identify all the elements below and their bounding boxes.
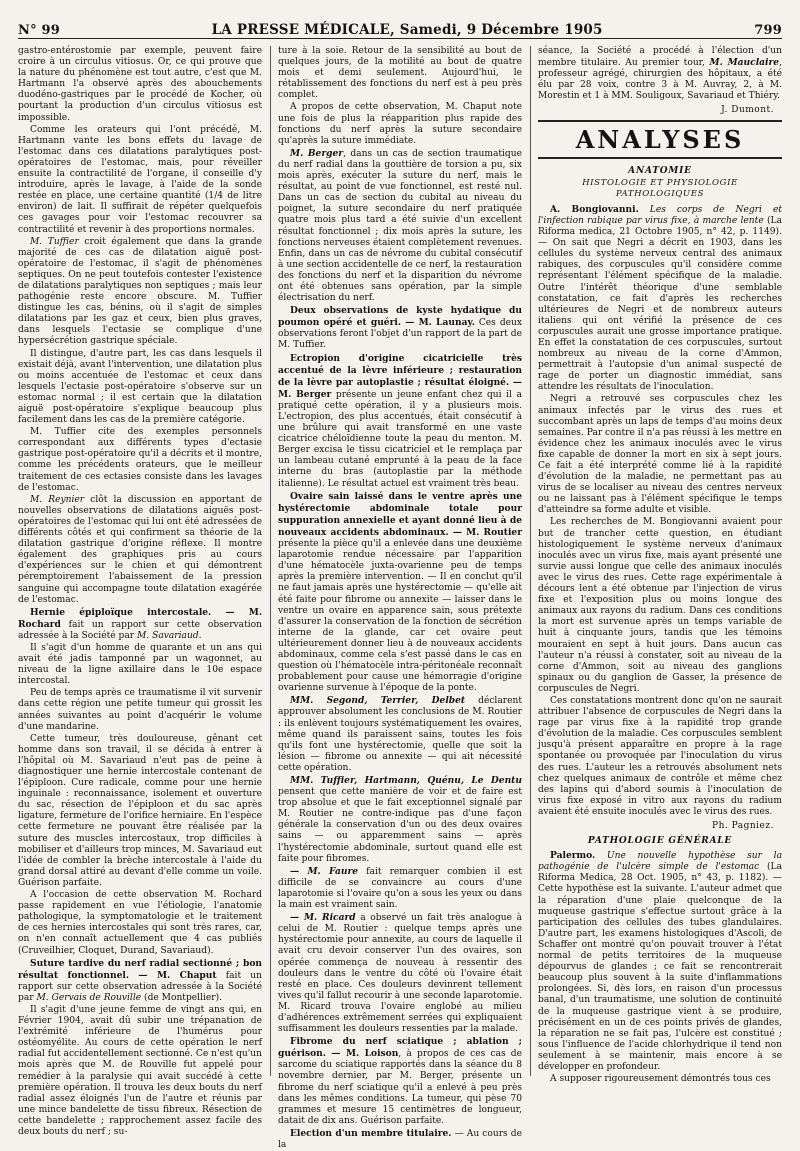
- paragraph: [18, 237, 262, 348]
- speaker-names: MM. Tuffier, Hartmann, Quénu, Le Dentu: [290, 775, 522, 786]
- paragraph-text: séance, la Société a procédé à l'élection d'un membre titulaire. Au premier tour,: [538, 46, 782, 69]
- paragraph: Les recherches de M. Bongiovanni avaient pour but de trancher cette question, en étudiant histologiquement le système nerveux d'animaux inoculés avec un virus fixe, mais ayant présenté une survie aussi longue que celle des animaux inoculés avec le virus des rues. Cette rage expérimentale à décours lent a été obtenue par l'injection de virus fixe et l'exposition plus ou moins longue des animaux aux rayons du radium. Dans ces conditions la mort est survenue après un temps variable de huit à cinquante jours, tandis que les témoins mouraient en sept à huit jours. Dans aucun cas l'auteur n'a réussi à constater, soit au niveau de la corne d'Ammon, soit au niveau des ganglions spinaux ou du ganglion de Gasser, la présence de corpuscules de Negri.: [538, 517, 782, 694]
- paragraph: Il distingue, d'autre part, les cas dans lesquels il existait déjà, avant l'intervention, une dilatation plus ou moins accentuée de l'estomac et ceux dans lesquels l'ectasie post-opératoire s'observe sur un estomac normal ; il est certain que la dilatation aiguë post-opératoire s'explique beaucoup plus facilement dans les cas de la première catégorie.: [18, 348, 262, 426]
- speaker-name: — M. Faure: [290, 865, 359, 877]
- abstract-reference: (La Riforma medica, 21 Octobre 1905, n° 42, p. 1149). —: [538, 215, 782, 249]
- rubric-subheading: HISTOLOGIE ET PHYSIOLOGIE PATHOLOGIQUES: [582, 177, 738, 199]
- paragraph-text: déclarent approuver absolument les conclusions de M. Routier : ils enlèvent toujours systématiquement les ovaires, même quand ils paraissent sains, toutes les fois qu'ils font une hystérectomie, quelle que soit la lésion — fibrome ou annexite — qui ait nécessité cette opération.: [278, 696, 522, 773]
- section-heading: Ectropion d'origine cicatricielle très accentué de la lèvre inférieure ; restauration de la lèvre par autoplastie ; résultat éloigné. — M. Berger: [278, 352, 522, 400]
- paragraph: [18, 607, 262, 642]
- paragraph-text: croit également que dans la grande majorité de ces cas de dilatation aiguë post-opératoire de l'estomac, il s'agit de phénomènes septiques. On ne peut toutefois contester l'existence de dilatations paralytiques non septiques ; mais leur pathogénie reste encore obscure. M. Tuffier distingue les cas, bénins, où il s'agit de simples dilatations par les gaz et ceux, bien plus graves, dans lesquels l'ectasie se complique d'une hypersécrétion gastrique spéciale.: [18, 236, 262, 347]
- abstract-reference: (La Riforma Medica, 28 Oct. 1905, n° 43, p. 1182). —: [538, 862, 782, 884]
- column-3: [538, 46, 782, 1085]
- column-1: [18, 46, 263, 1137]
- journal-title: LA PRESSE MÉDICALE, Samedi, 9 Décembre 1905: [211, 22, 603, 38]
- rubric-heading: PATHOLOGIE GÉNÉRALE: [587, 836, 733, 847]
- abstract-author: Palermo.: [550, 850, 596, 862]
- paragraph: [278, 1128, 522, 1151]
- abstract-paragraph: [538, 204, 782, 394]
- section-heading: Suture tardive du nerf radial sectionné ; bon résultat fonctionnel. — M. Chaput: [18, 957, 262, 981]
- paragraph: [278, 866, 522, 911]
- paragraph: ture à la soie. Retour de la sensibilité au bout de quelques jours, de la motilité au bout de quatre mois et demi seulement. Aujourd'hui, le rétablissement des fonctions du nerf est à peu près complet.: [278, 46, 522, 101]
- section-heading: Fibrome du nerf sciatique ; ablation ; guérison. — M. Loison: [278, 1036, 522, 1060]
- paragraph-text: , à propos de ces cas de sarcome du sciatique rapportés dans la séance du 8 novembre dernier, par M. Berger, présente un fibrome du nerf sciatique qu'il a enlevé à peu près dans les mêmes conditions. La tumeur, qui pèse 70 grammes et mesure 15 centimètres de longueur, datait de dix ans. Guérison parfaite.: [278, 1049, 523, 1126]
- paragraph: [278, 1036, 522, 1127]
- section-heading: Deux observations de kyste hydatique du poumon opéré et guéri. — M. Launay.: [278, 305, 522, 329]
- paragraph: [278, 695, 522, 774]
- speaker-name: M. Gervais de Rouville: [36, 992, 142, 1003]
- paragraph: [278, 491, 522, 695]
- article-columns: [18, 46, 782, 1150]
- paragraph-text: fait un rapport sur cette observation adressée à la Société par: [18, 619, 262, 641]
- paragraph: Negri a retrouvé ses corpuscules chez les animaux infectés par le virus des rues et succombant après un laps de temps d'au moins deux semaines. Par contre il n'a pas réussi à les mettre en évidence chez les animaux inoculés avec le virus fixe capable de donner la mort en six à sept jours. Ce fait a été interprété comme lié à la rapidité d'évolution de la maladie, ne permettant pas au virus de se localiser au niveau des centres nerveux ou ne laissant pas à l'élément spécifique le temps d'atteindre sa forme adulte et visible.: [538, 394, 782, 516]
- speaker-name: M. Berger: [290, 147, 344, 159]
- page-header: [18, 14, 782, 39]
- section-heading: Ovaire sain laissé dans le ventre après une hystérectomie abdominale totale pour suppuration annexielle et ayant donné lieu à de nouveaux accidents abdominaux. — M. Routier: [278, 490, 522, 538]
- paragraph-text: pensent que cette manière de voir et de faire est trop absolue et que le fait exceptionnel signalé par M. Routier ne contre-indique pas d'une façon générale la conservation d'un ou des deux ovaires sains — ou apparemment sains — après l'hystérectomie abdominale, surtout quand elle est faite pour fibromes.: [278, 787, 522, 864]
- paragraph: Peu de temps après ce traumatisme il vit survenir dans cette région une petite tumeur qui grossit les années suivantes au point d'acquérir le volume d'une mandarine.: [18, 688, 262, 732]
- paragraph-text: Cette hypothèse est la suivante. L'auteur admet que la réparation d'une plaie quelconque de la muqueuse gastrique s'effectue surtout grâce à la participation des cellules des tubes glandulaires. D'autre part, les examens histologiques d'Ascoli, de Schaffer ont montré qu'on pouvait trouver à l'état normal de petits territoires de la muqueuse dépourvus de glandes ; ce fait se rencontrerait beaucoup plus souvent à la suite d'inflammations prolongées. Si, dès lors, en raison d'un processus banal, d'un traumatisme, une solution de continuité de la muqueuse gastrique vient à se produire, précisément en un de ces points privés de glandes, la réparation ne se fait pas, l'ulcère est constitué ; sous l'influence de l'acide chlorhydrique il tend non seulement à se maintenir, mais encore à se développer en profondeur.: [538, 884, 782, 1072]
- speaker-name: — M. Ricard: [290, 912, 356, 924]
- paragraph: Il s'agit d'une jeune femme de vingt ans qui, en Février 1904, avait dû subir une trépanation de l'extrémité inférieure de l'humérus pour ostéomyélite. Au cours de cette opération le nerf radial fut accidentellement sectionné. Ce n'est qu'un mois après que M. de Rouville fut appelé pour remédier à la paralysie qui avait succédé à cette première opération. Il trouva les deux bouts du nerf radial assez éloignés l'un de l'autre et réunis par une mince bandelette de tissu fibreux. Résection de cette bandelette ; rapprochement assez facile des deux bouts du nerf ; su-: [18, 1004, 262, 1137]
- paragraph-text: , dans un cas de section traumatique du nerf radial dans la gouttière de torsion a pu, six mois après, exécuter la suture du nerf, mais le résultat, au point de vue fonctionnel, est resté nul. Dans un cas de section du cubital au niveau du poignet, la suture secondaire du nerf pratiquée quatre mois plus tard a été suivie d'un excellent résultat fonctionnel ; dix mois après la suture, les fonctions nerveuses étaient complètement revenues. Enfin, dans un cas de névrome du cubital consécutif à une section accidentelle de ce nerf, la restauration des fonctions du nerf et la disparition du névrome ont été obtenues sans opération, par la simple électrisation du nerf.: [278, 148, 522, 304]
- paragraph-text: présente la pièce qu'il a enlevée dans une deuxième laparotomie rendue nécessaire par l'apparition d'une hématocèle juxta-ovarienne peu de temps après la première intervention. — Il en conclut qu'il ne faut jamais après une hystérectomie — qu'elle ait été faite pour fibrome ou annexite — laisser dans le ventre un ovaire en apparence sain, sous prétexte d'assurer la conservation de la fonction de sécrétion interne de la glande, car cet ovaire peut ultérieurement donner lieu à de nouveaux accidents abdominaux, comme cela s'est passé dans le cas en question où l'hématocèle intra-péritonéale reconnaît probablement pour cause une hémorragie d'origine ovarienne survenue à l'époque de la ponte.: [278, 539, 522, 694]
- paragraph-text: a observé un fait très analogue à celui de M. Routier : quelque temps après une hystérectomie pour annexite, au cours de laquelle il avait cru devoir conserver l'un des ovaires, son opérée commença de nouveau à ressentir des douleurs dans le ventre du côté où l'ovaire était resté en place. Ces douleurs devinrent tellement vives qu'il fallut recourir à une seconde laparotomie. M. Ricard trouva l'ovaire englobé au milieu d'adhérences extrêmement serrées qui expliquaient suffisamment les douleurs ressenties par la malade.: [278, 913, 523, 1035]
- speaker-name: M. Mauclaire: [709, 57, 780, 69]
- paragraph-text: clôt la discussion en apportant de nouvelles observations de dilatations aiguës post-opératoires de l'estomac qui lui ont été adressées de différents côtés et qui confirment sa théorie de la dilatation gastrique d'origine réflexe. Il montre également des graphiques pris au cours d'expériences sur le chien et qui démontrent péremptoirement l'abaissement de la pression sanguine qui accompagne toute dilatation exagérée de l'estomac.: [18, 494, 263, 605]
- paragraph-text: — Au cours de la: [278, 1128, 522, 1150]
- paragraph-text: fait un rapport sur cette observation adressée à la Société par: [18, 970, 262, 1003]
- author-signature: J. Dumont.: [721, 105, 774, 116]
- section-banner: ANALYSES: [538, 120, 782, 159]
- column-divider: [270, 46, 271, 1076]
- column-2: [278, 46, 523, 1150]
- issue-number: N° 99: [18, 23, 60, 38]
- paragraph-text: présente un jeune enfant chez qui il a pratiqué cette opération, il y a plusieurs mois. L'ectropion, des plus accentués, était consécutif à une brûlure qui avait transformé en une vaste cicatrice chéloïdienne toute la peau du menton. M. Berger excisa le tissu cicatriciel et le remplaça par un lambeau cutané emprunté à la peau de la face interne du bras (autoplastie par la méthode italienne). Le résultat actuel est vraiment très beau.: [278, 389, 522, 489]
- abstract-title: Les corps de Negri et l'infection rabique par virus fixe, à marche lente: [538, 204, 782, 226]
- paragraph: A l'occasion de cette observation M. Rochard passe rapidement en vue l'étiologie, l'anatomie pathologique, la symptomatologie et le traitement de ces hernies intercostales qui sont très rares, car, on n'en connaît actuellement que 4 cas publiés (Cruveilhier, Cloquet, Durand, Savariaud).: [18, 890, 262, 956]
- paragraph: [18, 958, 262, 1004]
- column-divider: [530, 46, 531, 1076]
- speaker-name: M. Savariaud.: [137, 630, 202, 641]
- paragraph: [278, 775, 522, 865]
- paragraph: [18, 495, 262, 606]
- paragraph: [278, 148, 522, 304]
- paragraph: Ces constatations montrent donc qu'on ne saurait attribuer l'absence de corpuscules de Negri dans la rage par virus fixe à la rapidité trop grande d'évolution de la maladie. Ces corpuscules semblent jusqu'à présent apparaître en propre à la rage spontanée ou provoquée par l'inoculation du virus des rues. L'auteur les a retrouvés absolument nets chez quelques animaux de contrôle et même chez des lapins qui d'abord soumis à l'inoculation de virus fixe exposé in vitro aux rayons du radium avaient été ensuite inoculés avec le virus des rues.: [538, 695, 782, 817]
- section-heading: Hernie épiploïque intercostale. — M. Rochard: [18, 606, 262, 630]
- paragraph-text: On sait que Negri a décrit en 1903, dans les cellules du système nerveux central des animaux rabiques, des corpuscules qu'il considère comme représentant l'élément spécifique de la maladie. Outre l'intérêt théorique d'une semblable constatation, ce fait d'après les recherches ultérieures de Negri et de nombreux auteurs italiens qui ont vérifié la présence de ces corpuscules aurait une grosse importance pratique. En effet la constatation de ces corpuscules, surtout nombreux au niveau de la corne d'Ammon, permettrait à l'autopsie d'un animal suspecté de rage de porter un diagnostic immédiat, sans attendre les résultats de l'inoculation.: [538, 238, 782, 393]
- abstract-title: Une nouvelle hypothèse sur la pathogénie de l'ulcère simple de l'estomac: [538, 851, 782, 873]
- author-signature: Ph. Pagniez.: [712, 821, 774, 831]
- paragraph: M. Tuffier cite des exemples personnels correspondant aux différents types d'ectasie gastrique post-opératoire qu'il a décrits et il montre, comme les précédents orateurs, que le meilleur traitement de ces ectasies consiste dans les lavages de l'estomac.: [18, 427, 262, 493]
- rubric-heading: ANATOMIE: [628, 165, 692, 176]
- paragraph-text: fait remarquer combien il est difficile de se convaincre au cours d'une laparotomie si l'ovaire qu'on a sous les yeux ou dans la main est vraiment sain.: [278, 866, 523, 911]
- speaker-names: MM. Segond, Terrier, Delbet: [290, 695, 466, 707]
- section-heading: Election d'un membre titulaire.: [290, 1127, 452, 1139]
- paragraph: [538, 46, 782, 102]
- paragraph: gastro-entérostomie par exemple, peuvent faire croire à un circulus vitiosus. Or, ce qui prouve que la nature du phénomène est tout autre, c'est que M. Hartmann l'a observé après des abouchements duodéno-gastriques par le procédé de Kocher, où pourtant la production d'un circulus vitiosus est impossible.: [18, 46, 262, 123]
- paragraph: A supposer rigoureusement démontrés tous ces: [550, 1074, 771, 1085]
- paragraph: Comme les orateurs qui l'ont précédé, M. Hartmann vante les bons effets du lavage de l'estomac dans ces dilatations paralytiques post-opératoires de l'estomac, mais, pour réveiller ensuite la contractilité de l'organe, il conseille d'y introduire, après le lavage, à l'aide de la sonde restée en place, une certaine quantité (1/4 de litre environ) de lait. Il suffirait de répéter quelquefois ces gavages pour voir l'estomac recouvrer sa contractilité et revenir à des proportions normales.: [18, 124, 262, 235]
- paragraph: Cette tumeur, très douloureuse, gênant cet homme dans son travail, il se décida à entrer à l'hôpital où M. Savariaud n'eut pas de peine à diagnostiquer une hernie intercostale contenant de l'épiploon. Cure radicale, comme pour une hernie inguinale : reconnaissance, isolement et ouverture du sac, résection de l'épiploon et du sac après ligature, fermeture de l'orifice herniaire. En l'espèce cette fermeture ne pouvant être réalisée par la suture des muscles intercostaux, trop difficiles à mobiliser et d'ailleurs trop minces, M. Savariaud eut l'idée de combler la brèche intercostale à l'aide du grand dorsal attiré au devant d'elle comme un voile. Guérison parfaite.: [18, 733, 262, 888]
- paragraph: [278, 305, 522, 351]
- paragraph-text: (de Montpellier).: [141, 992, 223, 1003]
- speaker-name: M. Tuffier: [30, 236, 79, 247]
- paragraph: [278, 353, 522, 490]
- paragraph-text: Ces deux observations feront l'objet d'un rapport de la part de M. Tuffier.: [278, 318, 523, 351]
- paragraph: [278, 912, 522, 1035]
- paragraph: A propos de cette observation, M. Chaput note une fois de plus la réapparition plus rapide des fonctions du nerf après la suture secondaire qu'après la suture immédiate.: [278, 102, 522, 146]
- abstract-paragraph: [538, 850, 782, 1073]
- speaker-name: M. Reynier: [30, 494, 85, 505]
- page-number: 799: [754, 23, 782, 38]
- abstract-author: A. Bongiovanni.: [550, 203, 639, 215]
- paragraph: Il s'agit d'un homme de quarante et un ans qui avait été jadis tamponné par un wagonnet, au niveau de la ligne axillaire dans le 10e espace intercostal.: [18, 642, 262, 687]
- paragraph-text: , professeur agrégé, chirurgien des hôpitaux, a été élu par 28 voix, contre 3 à M. Auvray, 2, à M. Morestin et 1 à MM. Souligoux, Savariaud et Thiéry.: [538, 58, 782, 102]
